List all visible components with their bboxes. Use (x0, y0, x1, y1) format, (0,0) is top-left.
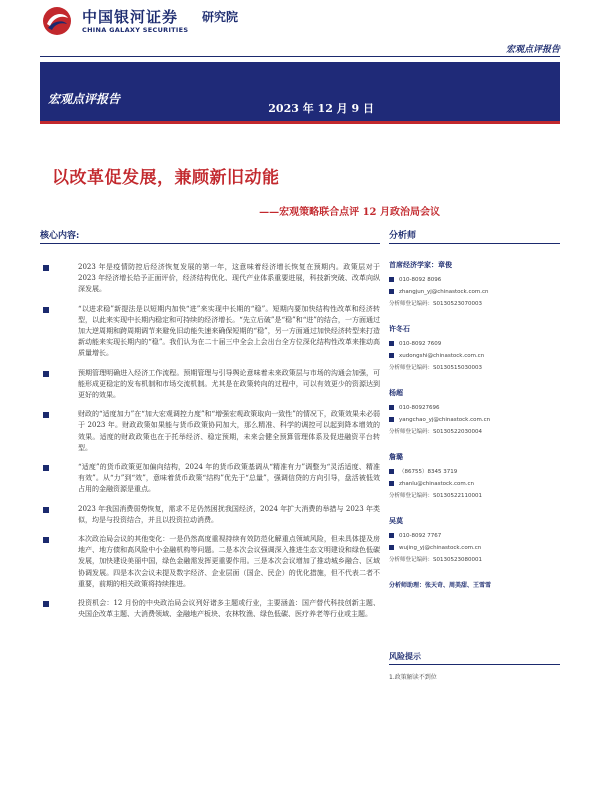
report-date: 2023 年 12 月 9 日 (268, 102, 374, 115)
banner-report-type: 宏观点评报告 (48, 92, 121, 106)
bullet-item: 预期管理明确进入经济工作流程。预期管理与引导舆论意味着未来政策层与市场的沟通会加强，可能形成更稳定的发布机制和市场交流机制。尤其是在政策转向的过程中，可以有效更少的资源达到更好的效果。 (40, 368, 380, 402)
mail-icon (389, 481, 394, 486)
analyst-card (389, 388, 560, 436)
bullet-square-icon (43, 507, 49, 513)
bullet-item: 2023 年是疫情防控后经济恢复发展的第一年，这意味着经济增长恢复在预期内。政策层对于 2023 年经济增长给予正面评价，经济结构优化、现代产业体系重要进展，科技新突破、改革向纵深发展。 (40, 262, 380, 296)
report-type-tag: 宏观点评报告 (505, 45, 560, 55)
analyst-email[interactable]: zhanlu@chinastock.com.cn (389, 480, 560, 488)
bullet-item: 2023 年我国消费弱势恢复，需求不足仍然困扰我国经济，2024 年扩大消费的举措与 2023 年类似，均是与投资结合，并且以投资拉动消费。 (40, 504, 380, 526)
bullet-square-icon (43, 412, 49, 418)
analyst-phone: 010-8092 8096 (389, 276, 560, 284)
analyst-name: 詹璐 (389, 453, 403, 461)
page-title: 以改革促发展，兼顾新旧动能 (52, 168, 280, 188)
analyst-email[interactable]: xudongshi@chinastock.com.cn (389, 352, 560, 360)
core-content-heading: 核心内容: (40, 228, 380, 244)
bullet-square-icon (43, 265, 49, 271)
analyst-name: 杨超 (389, 389, 403, 397)
banner-accent-stripe (40, 121, 560, 124)
analyst-phone: 010-8092 7767 (389, 532, 560, 540)
analyst-email[interactable]: yangchao_yj@chinastock.com.cn (389, 416, 560, 424)
mail-icon (389, 353, 394, 358)
galaxy-logo-icon (42, 6, 72, 36)
brand-institute: 研究院 (202, 10, 239, 24)
brand-name-en: CHINA GALAXY SECURITIES (82, 26, 189, 34)
analyst-registration-code: 分析师登记编码：S0130523070003 (389, 301, 482, 307)
analyst-registration-code: 分析师登记编码：S0130522030004 (389, 429, 482, 435)
analyst-name: 首席经济学家：章俊 (389, 261, 452, 269)
analyst-phone: 010-8092 7609 (389, 340, 560, 348)
analyst-assistants: 分析师助理：张天奇、周美甜、王雪雪 (389, 582, 492, 589)
phone-icon (389, 469, 394, 474)
bullet-item: “适度”的货币政策更加偏向结构，2024 年的货币政策基调从“精准有力”调整为“灵活适度、精准有效”。从“力”到“效”，意味着货币政策“结构”优先于“总量”，强调信贷的方向引导，盘活被低效占用的金融资源是重点。 (40, 462, 380, 496)
analyst-email[interactable]: wujing_yj@chinastock.com.cn (389, 544, 560, 552)
mail-icon (389, 289, 394, 294)
bullet-square-icon (43, 537, 49, 543)
brand-logo (42, 4, 342, 38)
core-bullet-list (40, 262, 380, 620)
bullet-square-icon (43, 371, 49, 377)
analyst-registration-code: 分析师登记编码：S0130523080001 (389, 557, 482, 563)
mail-icon (389, 545, 394, 550)
bullet-square-icon (43, 307, 49, 313)
phone-icon (389, 533, 394, 538)
analyst-card (389, 452, 560, 500)
analyst-name: 吴莫 (389, 517, 403, 525)
bullet-square-icon (43, 465, 49, 471)
risk-heading: 风险提示 (389, 651, 560, 665)
analyst-email[interactable]: zhangjun_yj@chinastock.com.cn (389, 288, 560, 296)
analyst-registration-code: 分析师登记编码：S0130522110001 (389, 493, 482, 499)
analyst-card (389, 516, 560, 564)
brand-name-cn: 中国银河证券 (82, 8, 179, 26)
risk-text: 1.政策解读不到位 (389, 674, 437, 681)
analyst-phone: 010-80927696 (389, 404, 560, 412)
analyst-card (389, 324, 560, 372)
phone-icon (389, 277, 394, 282)
bullet-item: 本次政治局会议的其他变化：一是仍然高度重视持续有效防范化解重点领域风险，但未具体提及房地产、地方债和高风险中小金融机构等问题。二是本次会议强调深入推进生态文明建设和绿色低碳发展，加快建设美丽中国，绿色金融需发挥更重要作用。三是本次会议增加了推动城乡融合、区域协调发展。四是本次会议未提及数字经济、企业层面（国企、民企）的优化措施，但不代表二者不重要，前期的相关政策将持续推进。 (40, 534, 380, 590)
bullet-item: 财政的“适度加力”在“加大宏观调控力度”和“增强宏观政策取向一致性”的情况下，政策效果未必弱于 2023 年。财政政策如果能与货币政策协同加大，那么精准、科学的调控可以起到降本增效的效果。适度的财政政策也在于托举经济、稳定预期，未来会健全预算管理体系及促进融资平台转型。 (40, 409, 380, 454)
analyst-card (389, 260, 560, 308)
phone-icon (389, 405, 394, 410)
header-divider (40, 56, 560, 57)
analyst-heading: 分析师 (389, 228, 560, 244)
page-subtitle: ——宏观策略联合点评 12 月政治局会议 (259, 207, 440, 218)
analyst-registration-code: 分析师登记编码：S0130515030003 (389, 365, 482, 371)
header-banner (40, 62, 560, 124)
mail-icon (389, 417, 394, 422)
bullet-item: “以进求稳”新提法是以短期内加快“进”来实现中长期的“稳”。短期内要加快结构性改革和经济转型，以此来实现中长期内稳定和可持续的经济增长。“先立后破”是“稳”和“进”的结合，一方面通过加大逆周期和跨周期调节来避免旧动能失速来确保短期的“稳”，另一方面通过加快经济转型来打造新动能来实现长期内的“稳”。我们认为在二十届三中全会上会出台全方位深化结构性改革来推动高质量增长。 (40, 304, 380, 360)
analyst-phone: （86755）8345 3719 (389, 468, 560, 476)
bullet-square-icon (43, 601, 49, 607)
analyst-name: 许冬石 (389, 325, 410, 333)
analyst-sidebar (389, 228, 560, 589)
bullet-item: 投资机会：12 月份的中央政治局会议列好诸多主题或行业，主要涵盖：国产替代科技创新主题、央国企改革主题、大消费领域、金融地产板块、农林牧渔、绿色低碳、医疗养老等行业或主题。 (40, 598, 380, 620)
phone-icon (389, 341, 394, 346)
